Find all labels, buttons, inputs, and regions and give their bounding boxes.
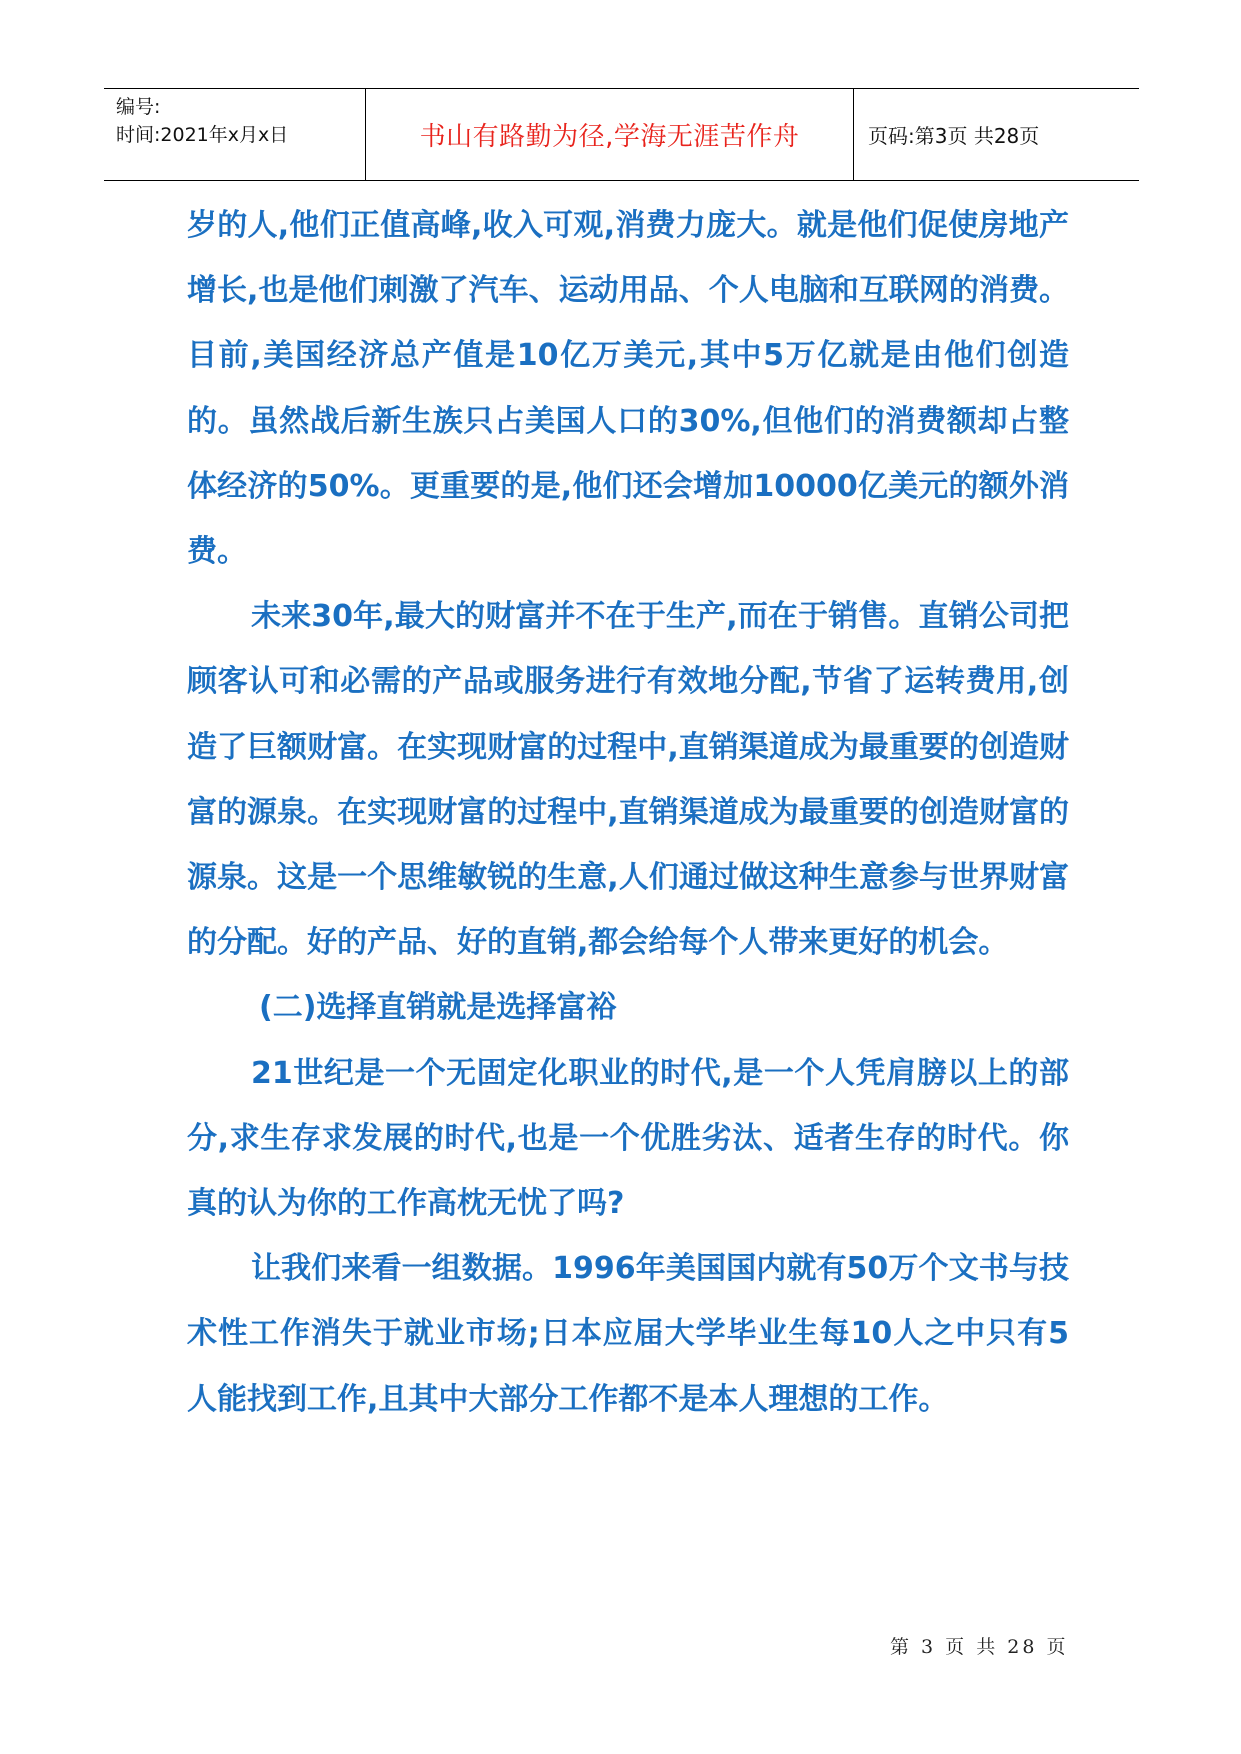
- paragraph: 未来30年,最大的财富并不在于生产,而在于销售。直销公司把顾客认可和必需的产品或服务进行有效地分配,节省了运转费用,创造了巨额财富。在实现财富的过程中,直销渠道成为最重要的创造财富的源泉。在实现财富的过程中,直销渠道成为最重要的创造财富的源泉。这是一个思维敏锐的生意,人们通过做这种生意参与世界财富的分配。好的产品、好的直销,都会给每个人带来更好的机会。: [187, 599, 1069, 961]
- page-header: [104, 88, 1139, 181]
- serial-label: 编号:: [116, 96, 161, 118]
- page-footer-number: 第 3 页 共 28 页: [890, 1636, 1069, 1658]
- paragraph: 让我们来看一组数据。1996年美国国内就有50万个文书与技术性工作消失于就业市场;日本应届大学毕业生每10人之中只有5人能找到工作,且其中大部分工作都不是本人理想的工作。: [187, 1251, 1069, 1417]
- header-page-code: 页码:第3页 共28页: [868, 124, 1040, 148]
- paragraph: 21世纪是一个无固定化职业的时代,是一个人凭肩膀以上的部分,求生存求发展的时代,也是一个优胜劣汰、适者生存的时代。你真的认为你的工作高枕无忧了吗?: [187, 1055, 1069, 1222]
- paragraph: 岁的人,他们正值高峰,收入可观,消费力庞大。就是他们促使房地产增长,也是他们刺激了汽车、运动用品、个人电脑和互联网的消费。目前,美国经济总产值是10亿万美元,其中5万亿就是由他们创造的。虽然战后新生族只占美国人口的30%,但他们的消费额却占整体经济的50%。更重要的是,他们还会增加10000亿美元的额外消费。: [187, 208, 1069, 570]
- header-meta: [104, 89, 366, 180]
- section-heading: (二)选择直销就是选择富裕: [259, 990, 617, 1026]
- header-motto: 书山有路勤为径,学海无涯苦作舟: [366, 89, 854, 180]
- document-body: [187, 193, 1069, 1432]
- time-label: 时间:2021年x月x日: [116, 124, 289, 146]
